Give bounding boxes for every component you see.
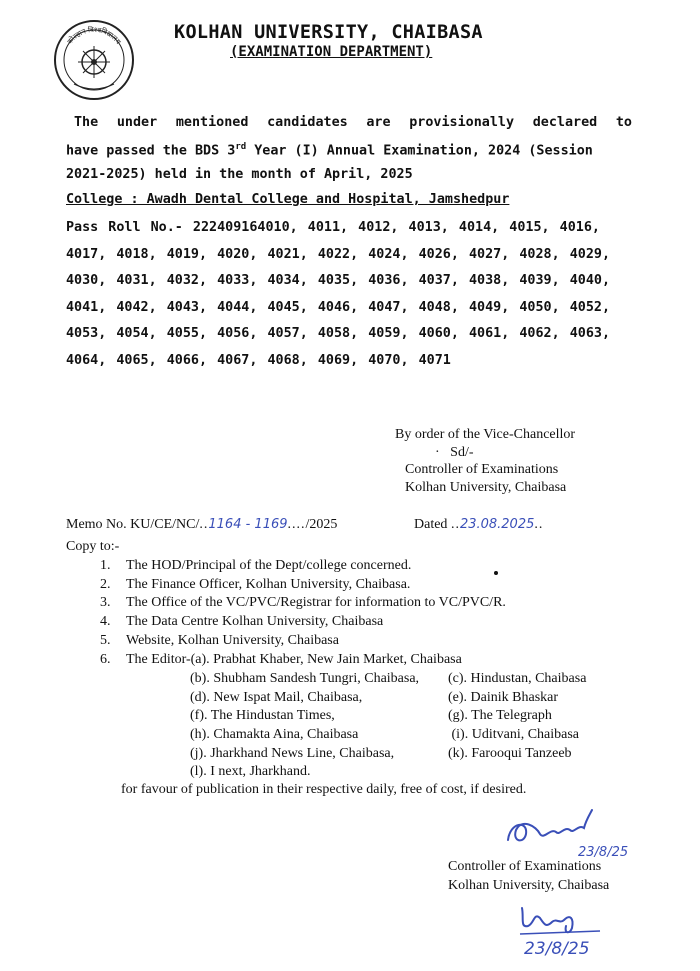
editor-row bbox=[190, 670, 586, 689]
editor-row bbox=[190, 689, 586, 708]
university-title: KOLHAN UNIVERSITY, CHAIBASA bbox=[174, 22, 483, 43]
signature-1-date: 23/8/25 bbox=[578, 845, 629, 860]
intro-sup: rd bbox=[235, 142, 247, 152]
editor-row bbox=[190, 726, 586, 745]
copy-item-num: 4. bbox=[100, 614, 111, 630]
by-order-line: By order of the Vice-Chancellor bbox=[395, 427, 576, 442]
editor-left: (d). New Ispat Mail, Chaibasa, bbox=[190, 689, 363, 705]
memo-number: Memo No. KU/CE/NC/..1164 - 1169..../2025 bbox=[66, 517, 338, 532]
copy-item bbox=[100, 576, 506, 595]
footer-designation: Controller of Examinations bbox=[448, 859, 602, 874]
editor-left: (b). Shubham Sandesh Tungri, Chaibasa, bbox=[190, 671, 420, 686]
copy-item-num: 1. bbox=[100, 558, 111, 573]
editor-right: (c). Hindustan, Chaibasa bbox=[448, 671, 587, 686]
department-title: (EXAMINATION DEPARTMENT) bbox=[230, 44, 433, 60]
signature-1 bbox=[500, 800, 650, 860]
editor-right: (e). Dainik Bhaskar bbox=[448, 689, 559, 705]
copy-item bbox=[100, 632, 506, 651]
editor-left: (h). Chamakta Aina, Chaibasa bbox=[190, 727, 359, 743]
intro-line-1: The under mentioned candidates are provisionally declared to bbox=[74, 115, 632, 130]
memo-handwritten-number: 1164 - 1169 bbox=[208, 517, 288, 532]
copy-item-num: 6. bbox=[100, 651, 111, 667]
copy-item-num: 3. bbox=[100, 595, 111, 611]
editor-right: (i). Uditvani, Chaibasa bbox=[448, 727, 580, 743]
copy-item bbox=[100, 557, 506, 576]
copy-to-label: Copy to:- bbox=[66, 539, 120, 554]
editor-right: (g). The Telegraph bbox=[448, 708, 552, 724]
copy-item-text: The Finance Officer, Kolhan University, Chaibasa. bbox=[126, 576, 411, 592]
office-line: Kolhan University, Chaibasa bbox=[405, 479, 567, 495]
sd-line: · Sd/- bbox=[435, 444, 474, 460]
footer-office: Kolhan University, Chaibasa bbox=[448, 877, 610, 893]
copy-item bbox=[100, 613, 506, 632]
copy-item bbox=[100, 594, 506, 613]
copy-item bbox=[100, 651, 506, 670]
editor-left: (f). The Hindustan Times, bbox=[190, 708, 335, 724]
memo-suffix: /2025 bbox=[305, 517, 338, 532]
copy-item-num: 5. bbox=[100, 632, 111, 648]
memo-handwritten-date: 23.08.2025 bbox=[459, 517, 535, 532]
order-block bbox=[395, 426, 575, 496]
editor-right: (k). Farooqui Tanzeeb bbox=[448, 745, 572, 761]
copy-list bbox=[100, 557, 506, 669]
intro-line-2-a: have passed the BDS 3 bbox=[66, 143, 236, 159]
intro-line-2-b: Year (I) Annual Examination, 2024 (Session bbox=[246, 143, 593, 159]
footer-controller-block bbox=[448, 858, 609, 895]
editor-row bbox=[190, 745, 586, 764]
editor-row bbox=[190, 707, 586, 726]
dated-label: Dated bbox=[414, 517, 448, 532]
signature-2 bbox=[500, 898, 630, 958]
college-name: College : Awadh Dental College and Hospital, Jamshedpur bbox=[66, 192, 510, 207]
favour-line: for favour of publication in their respective daily, free of cost, if desired. bbox=[121, 782, 527, 797]
copy-item-text: Website, Kolhan University, Chaibasa bbox=[126, 632, 339, 648]
signature-2-date: 23/8/25 bbox=[524, 939, 590, 958]
svg-text:कोल्हान विश्वविद्यालय bbox=[65, 25, 123, 47]
university-seal bbox=[52, 18, 136, 102]
copy-item-text: The Editor-(a). Prabhat Khaber, New Jain Market, Chaibasa bbox=[126, 651, 462, 667]
sd-text: Sd/- bbox=[450, 444, 474, 460]
intro-line-3: 2021-2025) held in the month of April, 2025 bbox=[66, 167, 413, 183]
intro-paragraph bbox=[66, 111, 632, 187]
seal-text: कोल्हान विश्वविद्यालय bbox=[65, 25, 123, 46]
editor-row bbox=[190, 763, 586, 782]
stray-dot bbox=[494, 571, 498, 575]
intro-line-2 bbox=[66, 135, 632, 163]
editor-left: (l). I next, Jharkhand. bbox=[190, 764, 311, 780]
copy-item-text: The Office of the VC/PVC/Registrar for information to VC/PVC/R. bbox=[126, 595, 506, 611]
memo-prefix: Memo No. KU/CE/NC/ bbox=[66, 517, 200, 532]
controller-line: Controller of Examinations bbox=[405, 462, 559, 477]
editor-list bbox=[190, 670, 586, 782]
copy-item-text: The HOD/Principal of the Dept/college concerned. bbox=[126, 558, 412, 573]
editor-left: (j). Jharkhand News Line, Chaibasa, bbox=[190, 745, 395, 761]
copy-item-text: The Data Centre Kolhan University, Chaibasa bbox=[126, 614, 384, 630]
roll-numbers: Pass Roll No.- 222409164010, 4011, 4012, 4013, 4014, 4015, 4016, 4017, 4018, 4019, 4020, 4021, 4022, 4024, 4026, 4027, 4028, 4029, 4030, 4031, 4032, 4033, 4034, 4035, 4036, 4037, 4038, 4039, 4040, 4041, 4042, 4043, 4044, 4045, 4046, 4047, 4048, 4049, 4050, 4052, 4053, 4054, 4055, 4056, 4057, 4058, 4059, 4060, 4061, 4062, 4063, 4064, 4065, 4066, 4067, 4068, 4069, 4070, 4071 bbox=[66, 220, 611, 368]
memo-date: Dated ..23.08.2025.. bbox=[414, 517, 544, 532]
copy-item-num: 2. bbox=[100, 576, 111, 592]
